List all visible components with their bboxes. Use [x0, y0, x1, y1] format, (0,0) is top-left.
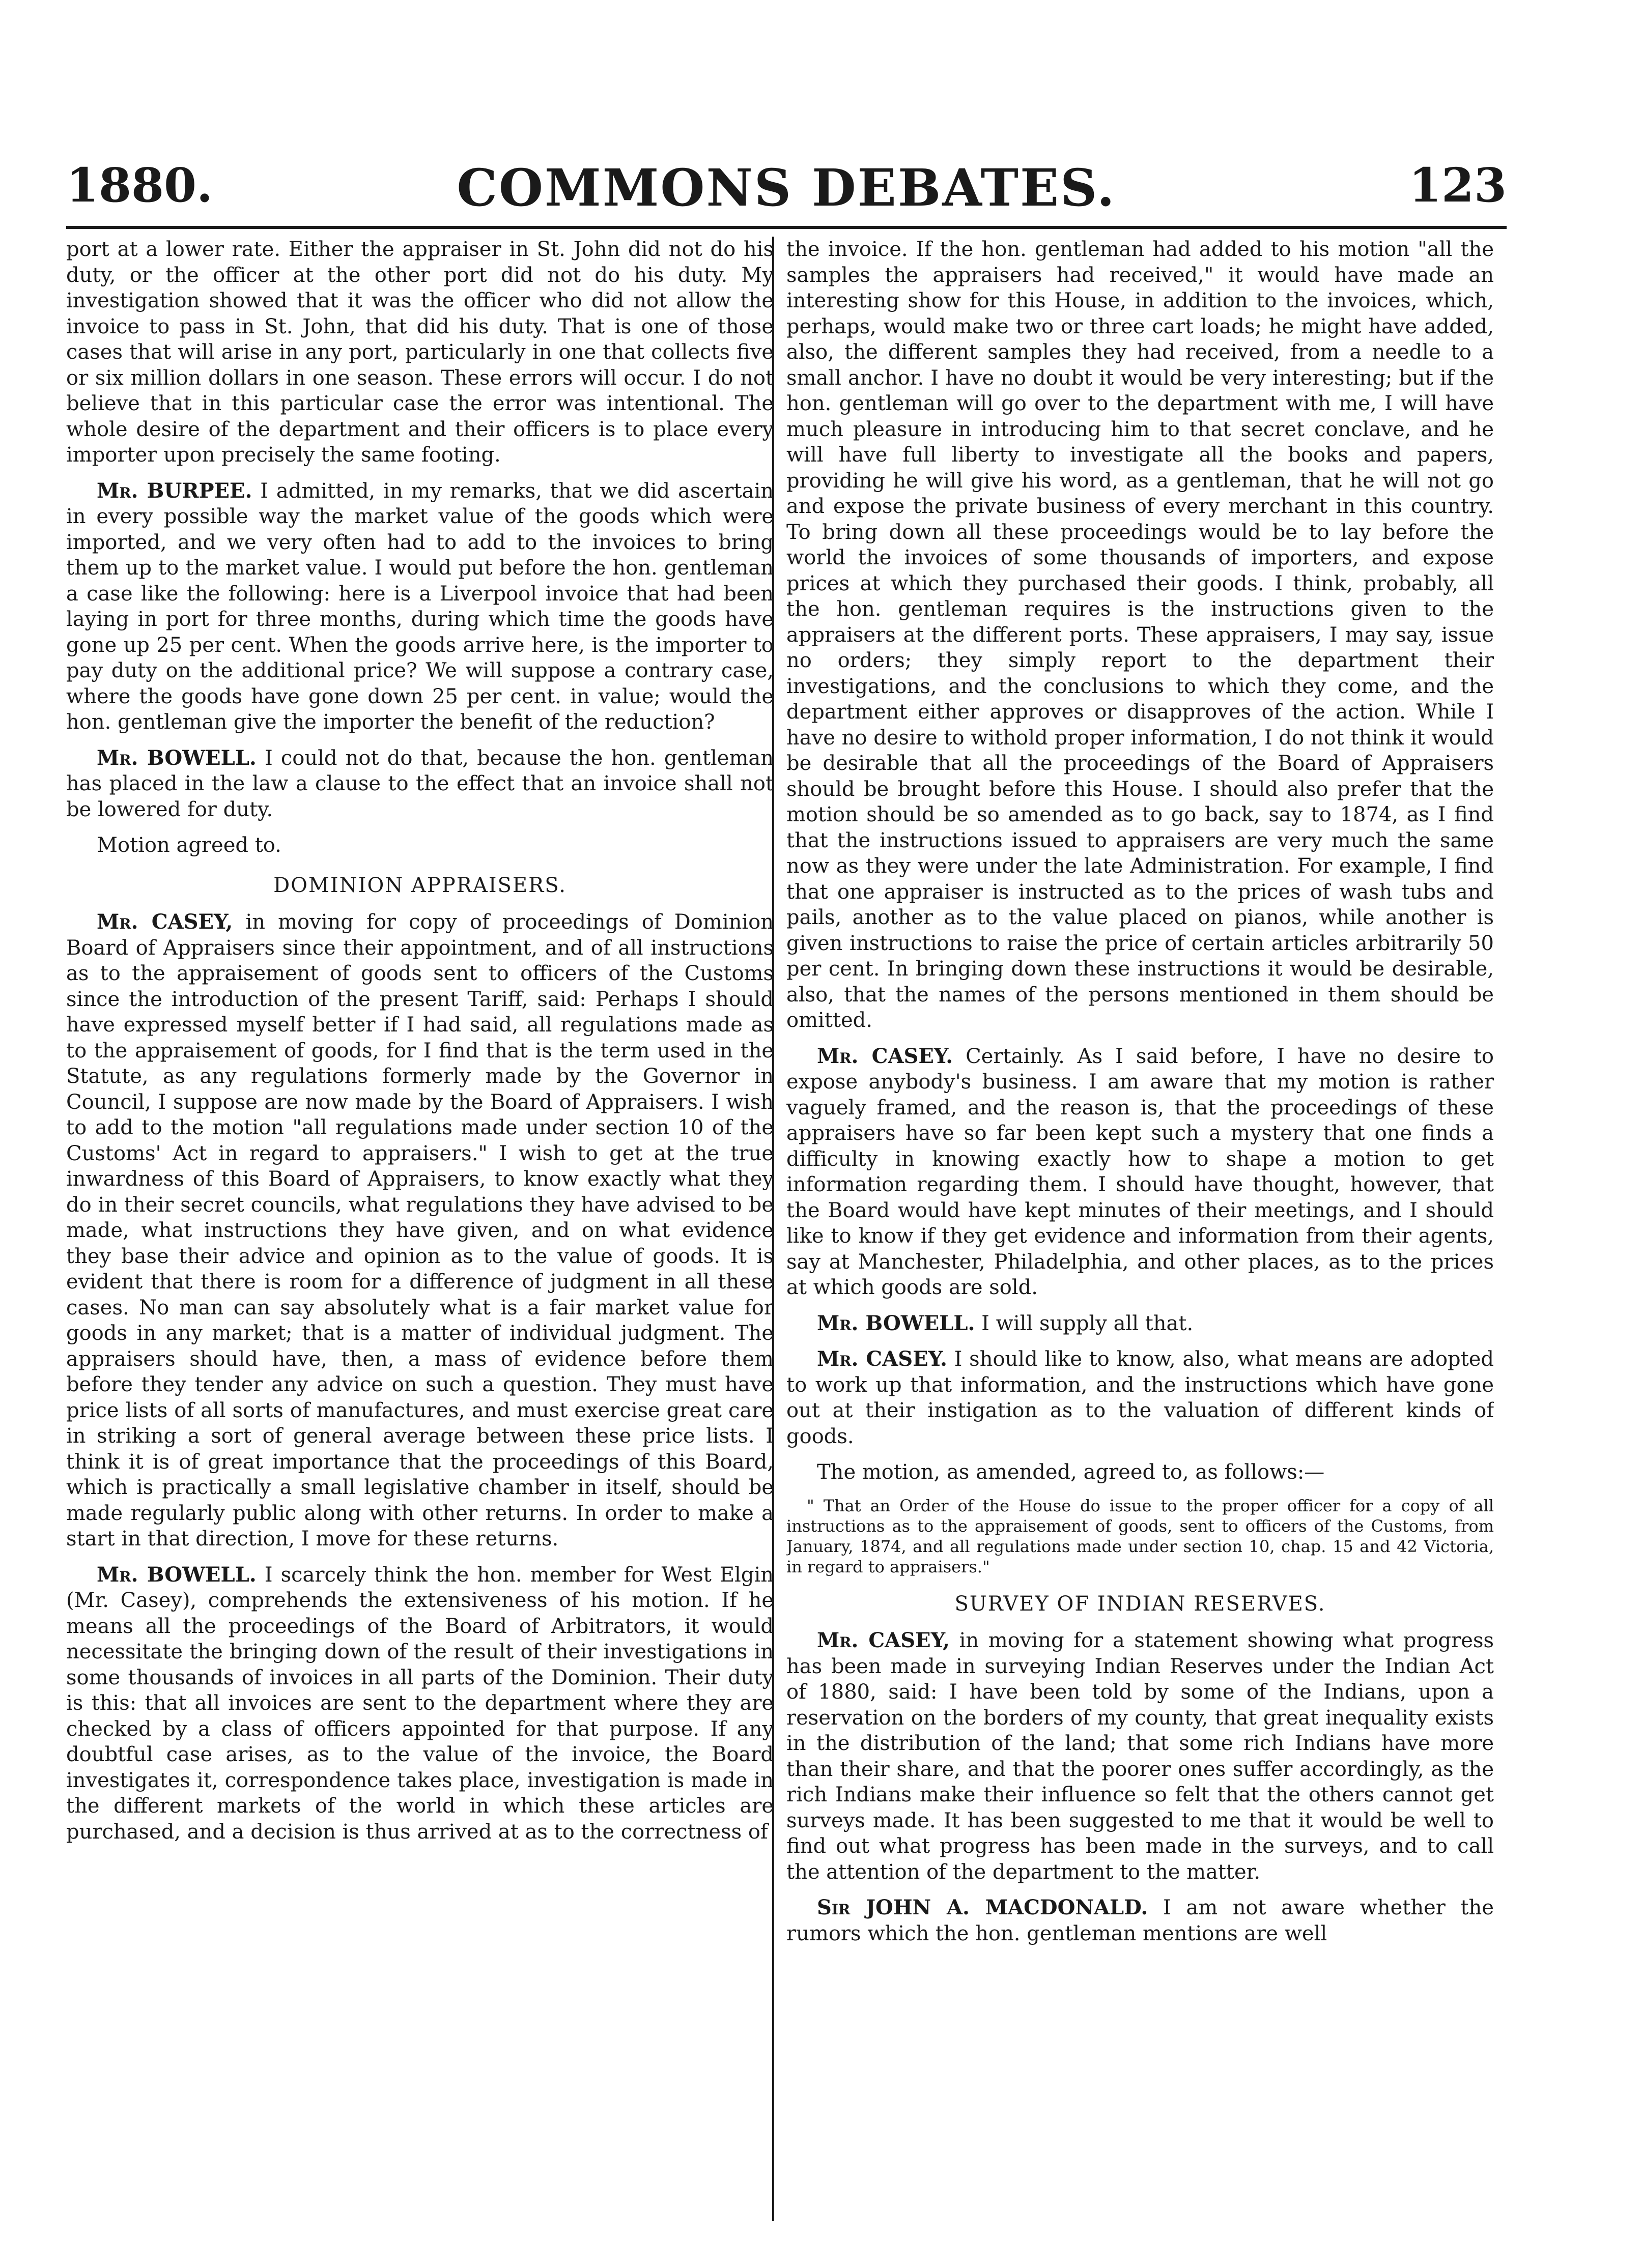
speaker-name: Mr. CASEY, — [97, 910, 233, 934]
paragraph: the invoice. If the hon. gentleman had added to his motion "all the samples the appraisers had received," it would have made an interesting show for this House, in addition to the invoices, which, perhaps, would make two or three cart loads; he might have added, also, the different samples they had received, from a needle to a small anchor. I have no doubt it would be very interesting; but if the hon. gentleman will go over to the department with me, I will have much pleasure in introducing him to that secret conclave, and he will have full liberty to investigate all the books and papers, providing he will give his word, as a gentleman, that he will not go and expose the private business of every merchant in this country. To bring down all these proceedings would be to lay before the world the invoices of some thousands of importers, and expose prices at which they purchased their goods. I think, probably, all the hon. gentleman requires is the instructions given to the appraisers at the different ports. These appraisers, I may say, issue no orders; they simply report to the department their investigations, and the conclusions to which they come, and the department either approves or disapproves of the action. While I have no desire to withold proper information, I do not think it would be desirable that all the proceedings of the Board of Appraisers should be brought before this House. I should also prefer that the motion should be so amended as to go back, say to 1874, as I find that the instructions issued to appraisers are very much the same now as they were under the late Administration. For example, I find that one appraiser is instructed as to the prices of wash tubs and pails, another as to the value placed on pianos, while another is given instructions to raise the price of certain articles arbitrarily 50 per cent. In bringing down these instructions it would be desirable, also, that the names of the persons mentioned in them should be omitted. — [786, 238, 1494, 1032]
speaker-name: Sir JOHN A. MACDONALD. — [817, 1896, 1148, 1919]
speaker-name: Mr. BOWELL. — [97, 745, 257, 770]
paragraph — [66, 478, 774, 735]
paragraph — [786, 1311, 1494, 1337]
speaker-name: Mr. BOWELL. — [97, 1562, 257, 1587]
section-heading: DOMINION APPRAISERS. — [273, 873, 567, 897]
speech-text: in moving for a statement showing what progress has been made in surveying Indian Reserves under the Indian Act of 1880, said: I have been told by some of the Indians, upon a reservation on the borders of my county, that great inequality exists in the distribution of the land; that some rich Indians have more than their share, and that the poorer ones suffer accordingly, as the rich Indians make their influence so felt that the others cannot get surveys made. It has been suggested to me that it would be well to find out what progress has been made in the surveys, and to call the attention of the department to the matter. — [786, 1629, 1494, 1884]
paragraph: The motion, as amended, agreed to, as follows:— — [817, 1460, 1325, 1484]
speaker-name: Mr. CASEY. — [817, 1044, 953, 1068]
paragraph — [786, 1895, 1494, 1946]
paragraph: port at a lower rate. Either the appraiser in St. John did not do his duty, or the officer at the other port did not do his duty. My investigation showed that it was the officer who did not allow the invoice to pass in St. John, that did his duty. That is one of those cases that will arise in any port, particularly in one that collects five or six million dollars in one season. These errors will occur. I do not believe that in this particular case the error was intentional. The whole desire of the department and their officers is to place every importer upon precisely the same footing. — [66, 238, 774, 467]
speech-text: I could not do that, because the hon. gentleman has placed in the law a clause to the effect that an invoice shall not be lowered for duty. — [66, 746, 774, 821]
speech-text: in moving for copy of proceedings of Dominion Board of Appraisers since their appointment, and of all instructions as to the appraisement of goods sent to officers of the Customs since the introduction of the present Tariff, said: Perhaps I should have expressed myself better if I had said, all regulations made as to the appraisement of goods, for I find that is the term used in the Statute, as any regulations formerly made by the Governor in Council, I suppose are now made by the Board of Appraisers. I wish to add to the motion "all regulations made under section 10 of the Customs' Act in regard to appraisers." I wish to get at the true inwardness of this Board of Appraisers, to know exactly what they do in their secret councils, what regulations they have advised to be made, what instructions they have given, and on what evidence they base their advice and opinion as to the value of goods. It is evident that there is room for a difference of judgment in all these cases. No man can say absolutely what is a fair market value for goods in any market; that is a matter of individual judgment. The appraisers should have, then, a mass of evidence before them before they tender any advice on such a question. They must have price lists of all sorts of manufactures, and must exercise great care in striking a sort of general average between these price lists. I think it is of great importance that the proceedings of this Board, which is practically a small legislative chamber in itself, should be made regularly public along with other returns. In order to make a start in that direction, I move for these returns. — [66, 910, 774, 1551]
paragraph — [66, 745, 774, 823]
header-year: 1880. — [66, 158, 213, 213]
paragraph — [66, 909, 774, 1552]
paragraph — [786, 1044, 1494, 1301]
speaker-name: Mr. CASEY, — [817, 1628, 950, 1652]
motion-quote: " That an Order of the House do issue to the proper officer for a copy of all instructions as to the appraisement of goods, sent to officers of the Customs, from January, 1874, and all regulations made under section 10, chap. 15 and 42 Victoria, in regard to appraisers." — [786, 1496, 1494, 1576]
speaker-name: Mr. CASEY. — [817, 1347, 947, 1371]
speech-text: I admitted, in my remarks, that we did ascertain in every possible way the market value of the goods which were imported, and we very often had to add to the invoices to bring them up to the market value. I would put before the hon. gentleman a case like the following: here is a Liverpool invoice that had been laying in port for three months, during which time the goods have gone up 25 per cent. When the goods arrive here, is the importer to pay duty on the additional price? We will suppose a contrary case, where the goods have gone down 25 per cent. in value; would the hon. gentleman give the importer the benefit of the reduction? — [66, 479, 774, 734]
header-page-number: 123 — [1408, 158, 1507, 213]
left-column — [66, 237, 774, 2221]
speech-text: I scarcely think the hon. member for West Elgin (Mr. Casey), comprehends the extensiveness of his motion. If he means all the proceedings of the Board of Arbitrators, it would necessitate the bringing down of the result of their investigations in some thousands of invoices in all parts of the Dominion. Their duty is this: that all invoices are sent to the department where they are checked by a class of officers appointed for that purpose. If any doubtful case arises, as to the value of the invoice, the Board investigates it, correspondence takes place, investigation is made in the different markets of the world in which these articles are purchased, and a decision is thus arrived at as to the correctness of — [66, 1563, 774, 1844]
speech-text: I should like to know, also, what means are adopted to work up that information, and the instructions which have gone out at their instigation as to the valuation of different kinds of goods. — [786, 1347, 1494, 1448]
header-title: COMMONS DEBATES. — [457, 158, 1116, 218]
paragraph: Motion agreed to. — [97, 834, 281, 857]
section-heading: SURVEY OF INDIAN RESERVES. — [954, 1592, 1326, 1616]
speaker-name: Mr. BURPEE. — [97, 478, 252, 503]
paragraph — [786, 1346, 1494, 1449]
speech-text: I am not aware whether the rumors which the hon. gentleman mentions are well — [786, 1896, 1494, 1945]
paragraph — [786, 1628, 1494, 1885]
speaker-name: Mr. BOWELL. — [817, 1311, 975, 1335]
right-column — [786, 237, 1494, 2221]
speech-text: I will supply all that. — [981, 1311, 1194, 1335]
header-rule — [66, 226, 1507, 229]
speech-text: Certainly. As I said before, I have no desire to expose anybody's business. I am aware that my motion is rather vaguely framed, and the reason is, that the proceedings of these appraisers have so far been kept such a mystery that one finds a difficulty in knowing exactly how to shape a motion to get information regarding them. I should have thought, however, that the Board would have kept minutes of their meetings, and I should like to know if they get evidence and information from their agents, say at Manchester, Philadelphia, and other places, as to the prices at which goods are sold. — [786, 1044, 1494, 1299]
paragraph — [66, 1562, 774, 1845]
page-header — [66, 148, 1507, 224]
